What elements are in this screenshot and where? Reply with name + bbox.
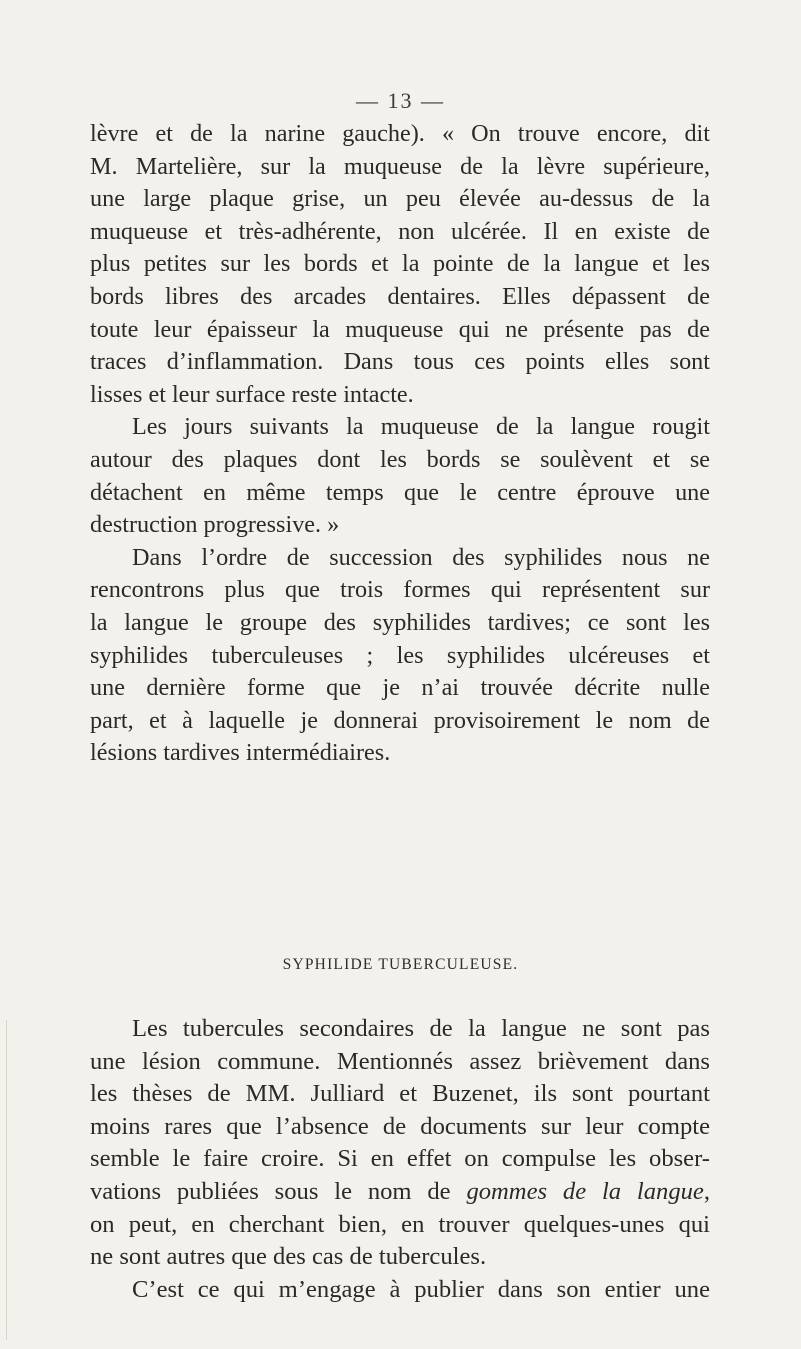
text-line: une large plaque grise, un peu élevée au-dessus de la [90, 185, 710, 213]
text-line: on peut, en cherchant bien, en trouver quelques-unes qui [90, 1210, 710, 1238]
text-segment: , [703, 1177, 710, 1205]
page-number: — 13 — [356, 88, 445, 113]
italic-term: gommes de la langue [466, 1177, 704, 1205]
section-heading: SYPHILIDE TUBERCULEUSE. [282, 956, 519, 973]
text-line: C’est ce qui m’engage à publier dans son entier une [132, 1275, 710, 1303]
text-line: une lésion commune. Mentionnés assez brièvement dans [90, 1047, 710, 1075]
text-line: lisses et leur surface reste intacte. [90, 380, 414, 408]
text-line: part, et à laquelle je donnerai provisoirement le nom de [90, 706, 710, 734]
text-line: M. Martelière, sur la muqueuse de la lèvre supérieure, [90, 152, 710, 180]
text-line: la langue le groupe des syphilides tardives; ce sont les [90, 608, 710, 636]
text-line: destruction progressive. » [90, 511, 340, 539]
text-line: toute leur épaisseur la muqueuse qui ne présente pas de [90, 315, 710, 343]
text-line-with-italic [90, 1176, 710, 1209]
text-line: lèvre et de la narine gauche). « On trouve encore, dit [90, 120, 710, 147]
body-text-lower [90, 1013, 710, 1306]
text-line: autour des plaques dont les bords se soulèvent et se [90, 445, 710, 473]
page-edge-shadow [6, 1020, 7, 1340]
text-line: les thèses de MM. Julliard et Buzenet, ils sont pourtant [90, 1080, 710, 1108]
text-line: détachent en même temps que le centre éprouve une [90, 478, 710, 506]
body-text-upper [90, 118, 710, 770]
text-line: une dernière forme que je n’ai trouvée décrite nulle [90, 674, 710, 702]
text-line: lésions tardives intermédiaires. [90, 739, 391, 767]
text-line: traces d’inflammation. Dans tous ces points elles sont [90, 348, 710, 376]
text-line: Dans l’ordre de succession des syphilides nous ne [132, 543, 710, 571]
text-line: Les jours suivants la muqueuse de la langue rougit [132, 413, 710, 441]
paragraph-succession [90, 542, 710, 770]
text-line: semble le faire croire. Si en effet on compulse les obser- [90, 1145, 710, 1173]
text-line: rencontrons plus que trois formes qui représentent sur [90, 576, 710, 604]
text-line: plus petites sur les bords et la pointe de la langue et les [90, 250, 710, 278]
text-line: muqueuse et très-adhérente, non ulcérée. Il en existe de [90, 217, 710, 245]
text-line: Les tubercules secondaires de la langue ne sont pas [132, 1015, 710, 1042]
paragraph-following-days [90, 411, 710, 541]
paragraph-publication [90, 1274, 710, 1307]
text-segment: vations publiées sous le nom de [90, 1177, 467, 1205]
text-line: bords libres des arcades dentaires. Elles dépassent de [90, 282, 710, 310]
text-line: moins rares que l’absence de documents sur leur compte [90, 1112, 710, 1140]
paragraph-quote [90, 118, 710, 411]
text-line: ne sont autres que des cas de tubercules. [90, 1243, 487, 1271]
paragraph-tubercules [90, 1013, 710, 1274]
text-line: syphilides tuberculeuses ; les syphilides ulcéreuses et [90, 641, 710, 669]
